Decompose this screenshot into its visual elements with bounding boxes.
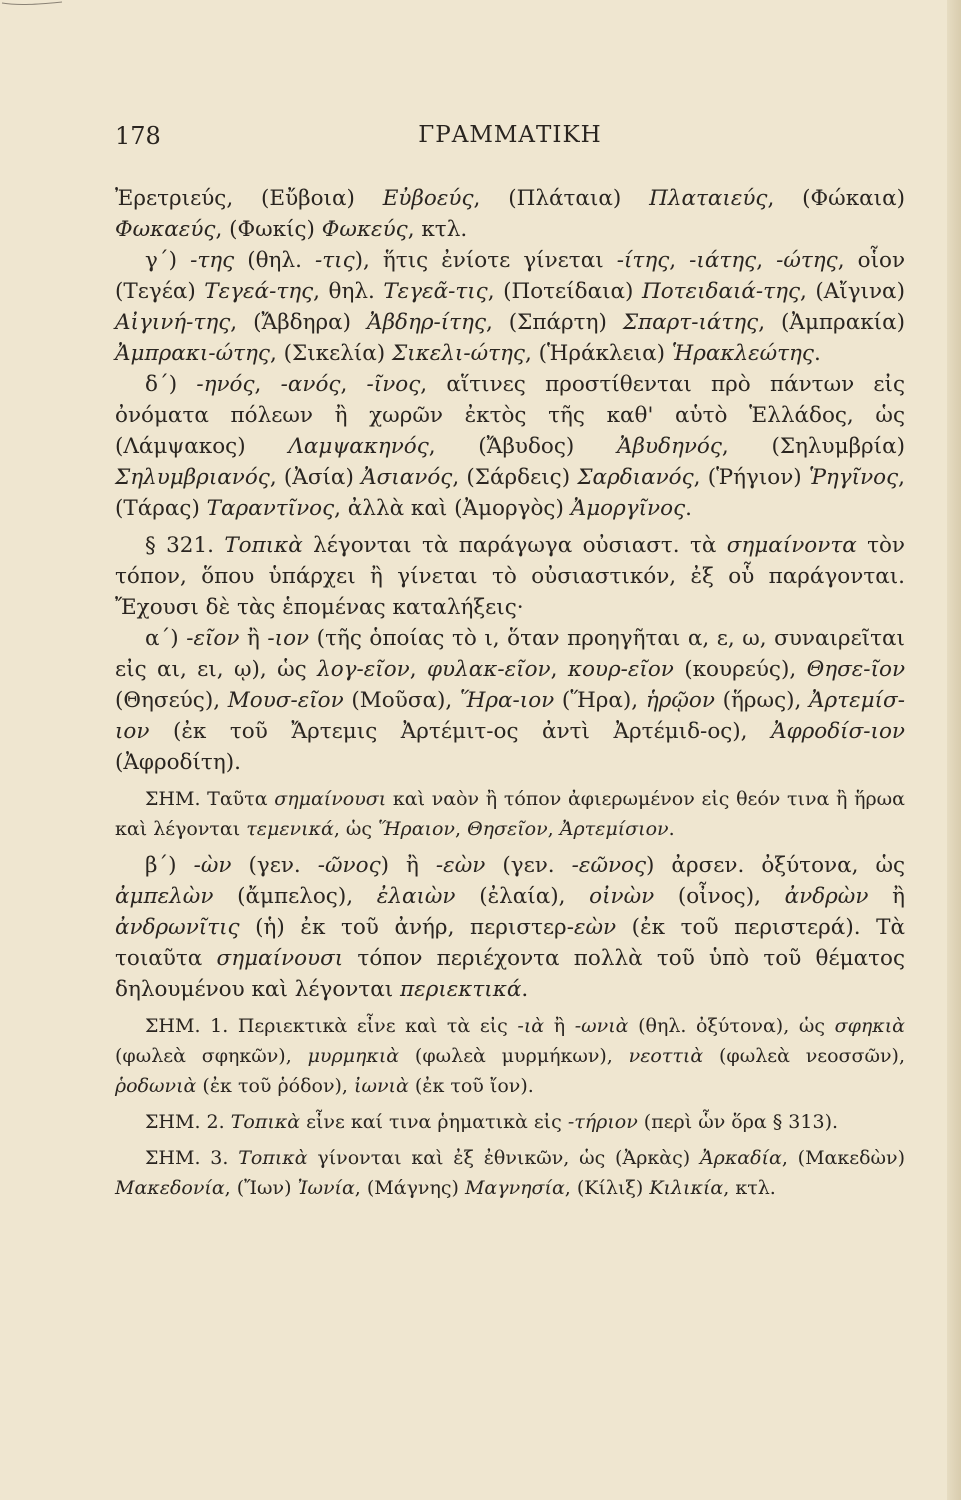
- italic-term: Πλαταιεύς: [649, 186, 768, 211]
- italic-term: σημαίνοντα: [726, 533, 857, 558]
- italic-term: Λαμψακηνός: [288, 434, 429, 459]
- italic-term: -εὼν: [435, 853, 486, 878]
- italic-term: ἀνδρὼν: [784, 884, 869, 909]
- italic-term: Σπαρτ-ιάτης: [622, 310, 759, 335]
- italic-term: -ηνός: [196, 372, 255, 397]
- italic-term: Ἀβδηρ-ίτης: [367, 310, 486, 335]
- italic-term: Τοπικὰ: [238, 1147, 308, 1169]
- italic-term: Ἥρα-ιον: [459, 688, 555, 713]
- italic-term: ἀνδρωνῖτις: [115, 915, 240, 940]
- italic-term: φυλακ-εῖον: [426, 657, 551, 682]
- italic-term: Ἀρτεμίσ-ιον: [115, 688, 905, 744]
- section-paragraph: § 321. Τοπικὰ λέγονται τὰ παράγωγα οὐσιαστ. τὰ σημαίνοντα τὸν τόπον, ὅπου ὑπάρχει ἢ γίνεται τὸ οὐσιαστικόν, ἐξ οὗ παράγονται. Ἔχουσι δὲ τὰς ἑπομένας καταλήξεις·: [115, 533, 905, 620]
- italic-term: ἡρῷον: [645, 688, 715, 713]
- italic-term: μυρμηκιὰ: [307, 1045, 400, 1067]
- page-body: [115, 183, 905, 1203]
- italic-term: ῥοδωνιὰ: [115, 1075, 197, 1097]
- italic-term: Τεγεά-της: [204, 279, 314, 304]
- italic-term: σημαίνουσι: [216, 946, 344, 971]
- italic-term: Ἀφροδίσ-ιον: [771, 719, 905, 744]
- italic-term: οἰνὼν: [589, 884, 655, 909]
- page-number: 178: [115, 122, 161, 150]
- italic-term: -εῶνος: [571, 853, 647, 878]
- italic-term: Εὐβοεύς: [382, 186, 474, 211]
- italic-term: -ιον: [267, 626, 310, 651]
- paragraph: γ΄) -της (θηλ. -τις), ἥτις ἐνίοτε γίνεται -ίτης, -ιάτης, -ώτης, οἷον (Τεγέα) Τεγεά-της, θηλ. Τεγεᾶ-τις, (Ποτείδαια) Ποτειδαιά-της, (Αἴγινα) Αἰγινή-της, (Ἄβδηρα) Ἀβδηρ-ίτης, (Σπάρτη) Σπαρτ-ιάτης, (Ἀμπρακία) Ἀμπρακι-ώτης, (Σικελία) Σικελι-ώτης, (Ἡράκλεια) Ἡρακλεώτης.: [115, 248, 906, 366]
- italic-term: σημαίνουσι: [274, 788, 387, 810]
- italic-term: ἐλαιὼν: [376, 884, 456, 909]
- italic-term: -ῖνος: [366, 372, 421, 397]
- note-paragraph: ΣΗΜ. 2. Τοπικὰ εἶνε καί τινα ῥηματικὰ εἰς -τήριον (περὶ ὧν ὅρα § 313).: [145, 1111, 839, 1133]
- italic-term: Ποτειδαιά-της: [641, 279, 801, 304]
- italic-term: Ἀμοργῖνος: [570, 496, 686, 521]
- italic-term: Θησε-ῖον: [806, 657, 906, 682]
- italic-term: -ίτης: [616, 248, 670, 273]
- italic-term: Ἀσιανός: [361, 465, 453, 490]
- pencil-mark: [0, 0, 70, 20]
- italic-term: -ωνιὰ: [574, 1015, 629, 1037]
- running-title: ΓΡΑΜΜΑΤΙΚΗ: [418, 122, 602, 148]
- italic-term: Ἀμπρακι-ώτης: [115, 341, 270, 366]
- italic-term: -τις: [314, 248, 355, 273]
- paragraph: Ἐρετριεύς, (Εὔβοια) Εὐβοεύς, (Πλάταια) Πλαταιεύς, (Φώκαια) Φωκαεύς, (Φωκίς) Φωκεύς, κτλ.: [115, 186, 905, 242]
- italic-term: Τεγεᾶ-τις: [383, 279, 488, 304]
- italic-term: Ῥηγῖνος: [808, 465, 899, 490]
- italic-term: -ιάτης: [689, 248, 757, 273]
- italic-term: Μαγνησία: [464, 1177, 565, 1199]
- italic-term: -ῶνος: [317, 853, 381, 878]
- italic-term: Τοπικὰ: [224, 533, 303, 558]
- italic-term: Ἰωνία: [297, 1177, 355, 1199]
- italic-term: -εῖον: [186, 626, 240, 651]
- italic-term: -ανός: [280, 372, 341, 397]
- italic-term: Κιλικία: [649, 1177, 724, 1199]
- italic-term: λογ-εῖον: [317, 657, 410, 682]
- italic-term: Φωκεύς: [321, 217, 408, 242]
- italic-term: Ἀβυδηνός: [616, 434, 722, 459]
- italic-term: Ἥραιον: [378, 818, 455, 840]
- note-paragraph: ΣΗΜ. Ταῦτα σημαίνουσι καὶ ναὸν ἢ τόπον ἀφιερωμένον εἰς θεόν τινα ἢ ἥρωα καὶ λέγονται τεμενικά, ὡς Ἥραιον, Θησεῖον, Ἀρτεμίσιον.: [115, 788, 905, 840]
- paragraph: α΄) -εῖον ἢ -ιον (τῆς ὁποίας τὸ ι, ὅταν προηγῆται α, ε, ω, συναιρεῖται εἰς αι, ει, ῳ), ὡς λογ-εῖον, φυλακ-εῖον, κουρ-εῖον (κουρεύς), Θησε-ῖον (Θησεύς), Μουσ-εῖον (Μοῦσα), Ἥρα-ιον (Ἥρα), ἡρῷον (ἥρως), Ἀρτεμίσ-ιον (ἐκ τοῦ Ἄρτεμις Ἀρτέμιτ-ος ἀντὶ Ἀρτέμιδ-ος), Ἀφροδίσ-ιον (Ἀφροδίτη).: [115, 626, 906, 775]
- italic-term: -ιὰ: [517, 1015, 545, 1037]
- italic-term: Μουσ-εῖον: [227, 688, 344, 713]
- page-edge: [947, 0, 961, 1500]
- italic-term: κουρ-εῖον: [567, 657, 674, 682]
- paragraph: δ΄) -ηνός, -ανός, -ῖνος, αἵτινες προστίθενται πρὸ πάντων εἰς ὀνόματα πόλεων ἢ χωρῶν ἐκτὸς τῆς καθ' αὑτὸ Ἑλλάδος, ὡς (Λάμψακος) Λαμψακηνός, (Ἄβυδος) Ἀβυδηνός, (Σηλυμβρία) Σηλυμβριανός, (Ἀσία) Ἀσιανός, (Σάρδεις) Σαρδιανός, (Ῥήγιον) Ῥηγῖνος, (Τάρας) Ταραντῖνος, ἀλλὰ καὶ (Ἀμοργὸς) Ἀμοργῖνος.: [115, 372, 906, 521]
- italic-term: Μακεδονία: [115, 1177, 225, 1199]
- italic-term: ἀμπελὼν: [115, 884, 214, 909]
- italic-term: -τήριον: [567, 1111, 638, 1133]
- note-paragraph: ΣΗΜ. 3. Τοπικὰ γίνονται καὶ ἐξ ἐθνικῶν, ὡς (Ἀρκὰς) Ἀρκαδία, (Μακεδὼν) Μακεδονία, (Ἴων) Ἰωνία, (Μάγνης) Μαγνησία, (Κίλιξ) Κιλικία, κτλ.: [115, 1147, 905, 1199]
- paragraph: β΄) -ὼν (γεν. -ῶνος) ἢ -εὼν (γεν. -εῶνος) ἀρσεν. ὀξύτονα, ὡς ἀμπελὼν (ἄμπελος), ἐλαιὼν (ἐλαία), οἰνὼν (οἶνος), ἀνδρὼν ἢ ἀνδρωνῖτις (ἡ) ἐκ τοῦ ἀνήρ, περιστερ-εὼν (ἐκ τοῦ περιστερά). Τὰ τοιαῦτα σημαίνουσι τόπον περιέχοντα πολλὰ τοῦ ὑπὸ τοῦ θέματος δηλουμένου καὶ λέγονται περιεκτικά.: [115, 853, 906, 1002]
- italic-term: Σηλυμβριανός: [115, 465, 270, 490]
- italic-term: Ἀρκαδία: [699, 1147, 782, 1169]
- italic-term: -της: [190, 248, 235, 273]
- italic-term: περιεκτικά: [400, 977, 522, 1002]
- note-paragraph: ΣΗΜ. 1. Περιεκτικὰ εἶνε καὶ τὰ εἰς -ιὰ ἢ -ωνιὰ (θηλ. ὀξύτονα), ὡς σφηκιὰ (φωλεὰ σφηκῶν), μυρμηκιὰ (φωλεὰ μυρμήκων), νεοττιὰ (φωλεὰ νεοσσῶν), ῥοδωνιὰ (ἐκ τοῦ ῥόδον), ἰωνιὰ (ἐκ τοῦ ἴον).: [115, 1015, 906, 1097]
- italic-term: σφηκιὰ: [834, 1015, 906, 1037]
- italic-term: Σικελι-ώτης: [392, 341, 525, 366]
- italic-term: νεοττιὰ: [628, 1045, 704, 1067]
- italic-term: -εὼν: [566, 915, 617, 940]
- italic-term: -ὼν: [193, 853, 232, 878]
- italic-term: ἰωνιὰ: [354, 1075, 409, 1097]
- italic-term: Ἀρτεμίσιον: [559, 818, 669, 840]
- page-header: [115, 122, 905, 162]
- italic-term: Θησεῖον: [467, 818, 548, 840]
- italic-term: τεμενικά: [246, 818, 334, 840]
- italic-term: Σαρδιανός: [577, 465, 694, 490]
- italic-term: Ταραντῖνος: [206, 496, 335, 521]
- italic-term: Τοπικὰ: [230, 1111, 301, 1133]
- italic-term: Ἡρακλεώτης: [671, 341, 814, 366]
- italic-term: -ώτης: [776, 248, 838, 273]
- italic-term: Φωκαεύς: [115, 217, 216, 242]
- italic-term: Αἰγινή-της: [115, 310, 231, 335]
